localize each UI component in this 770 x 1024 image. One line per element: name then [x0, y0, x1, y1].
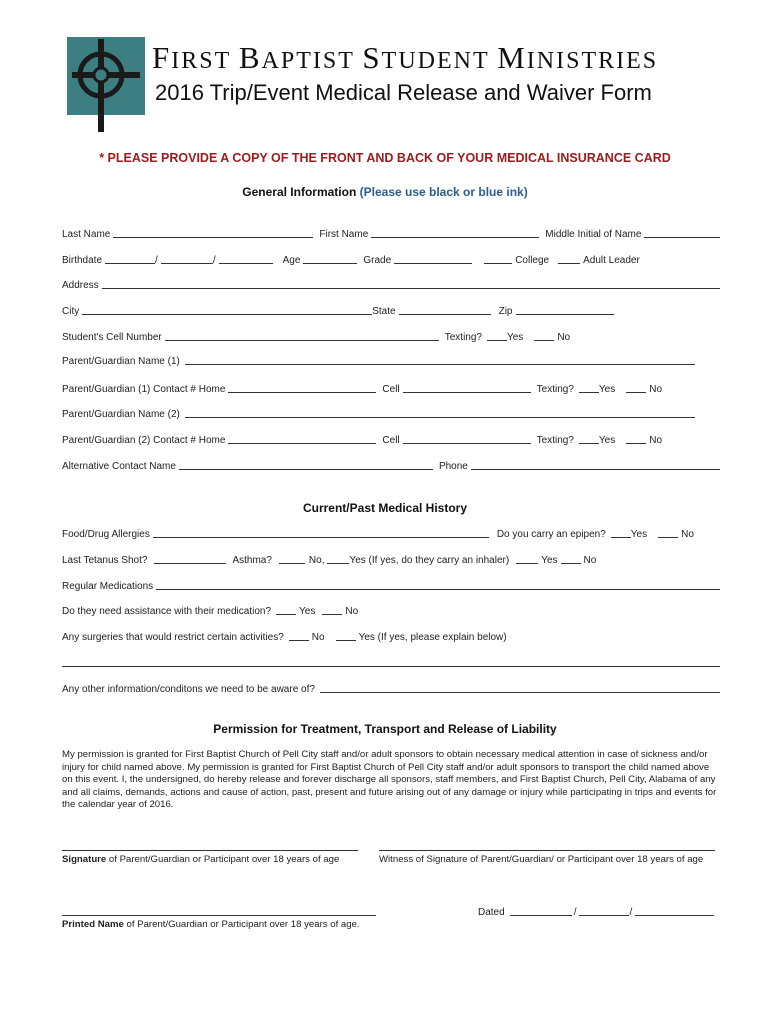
college-checkbox[interactable]	[484, 263, 512, 264]
zip-field[interactable]	[516, 314, 614, 315]
guardian1-home-label: Parent/Guardian (1) Contact # Home	[62, 384, 226, 395]
medical-history-heading: Current/Past Medical History	[302, 501, 468, 515]
birth-month-field[interactable]	[105, 263, 155, 264]
other-info-label: Any other information/conditons we need to be aware of?	[62, 684, 315, 695]
no-label: No	[649, 384, 663, 395]
guardian1-contact-row	[62, 381, 720, 395]
guardian1-cell-label: Cell	[382, 384, 400, 395]
city-row	[62, 303, 720, 317]
permission-text: My permission is granted for First Baptist Church of Pell City staff and/or adult sponsors to obtain necessary medical attention in case of sickness and/or injury for child named above. My permission is granted for First Baptist Church of Pell City staff and/or adult sponsors to transport the child named above on this event. I, the undersigned, do hereby release and forever discharge all sponsors, staff members, and First Baptist Church, Pell City, Alabama of any and all claims, demands, actions and cause of action, past, present and future arising out of any damage or injury while participating in trips and events for the calendar year of 2016.	[62, 749, 717, 811]
city-label: City	[62, 306, 80, 317]
tetanus-label: Last Tetanus Shot?	[62, 555, 148, 566]
date-separator: /	[155, 255, 158, 266]
printed-name-field[interactable]	[62, 915, 376, 916]
allergies-label: Food/Drug Allergies	[62, 529, 150, 540]
organization-name: FIRST BAPTIST STUDENT MINISTRIES	[152, 40, 659, 75]
surgeries-yes-checkbox[interactable]	[336, 640, 356, 641]
student-cell-row	[62, 329, 720, 343]
address-label: Address	[62, 280, 99, 291]
dated-row	[478, 904, 714, 918]
date-separator: /	[573, 907, 577, 918]
no-label: No	[681, 529, 694, 540]
last-name-label: Last Name	[62, 229, 111, 240]
no-label: No	[311, 632, 325, 643]
inhaler-no-checkbox[interactable]	[561, 563, 581, 564]
epipen-label: Do you carry an epipen?	[496, 529, 606, 540]
texting-yes-checkbox[interactable]	[487, 340, 507, 341]
surgeries-explain-label: Yes (If yes, please explain below)	[358, 632, 507, 643]
address-row	[62, 277, 720, 291]
asthma-no-checkbox[interactable]	[279, 563, 305, 564]
witness-caption: Witness of Signature of Parent/Guardian/ or Participant over 18 years of age	[379, 854, 704, 865]
no-label: No	[557, 332, 571, 343]
asthma-label: Asthma?	[232, 555, 272, 566]
guardian2-name-field[interactable]	[185, 417, 695, 418]
inhaler-yes-checkbox[interactable]	[516, 563, 538, 564]
guardian2-name-row	[62, 406, 720, 420]
regular-meds-label: Regular Medications	[62, 581, 154, 592]
med-assist-label: Do they need assistance with their medication?	[62, 606, 272, 617]
guardian1-name-row	[62, 353, 720, 367]
yes-label: Yes	[630, 529, 648, 540]
state-field[interactable]	[399, 314, 491, 315]
birth-year-field[interactable]	[219, 263, 273, 264]
birthdate-row	[62, 252, 720, 266]
no-label: No,	[308, 555, 325, 566]
alt-contact-field[interactable]	[179, 469, 433, 470]
surgeries-no-checkbox[interactable]	[289, 640, 309, 641]
guardian1-texting-label: Texting?	[536, 384, 574, 395]
other-info-field[interactable]	[320, 692, 720, 693]
asthma-yes-checkbox[interactable]	[327, 563, 349, 564]
guardian1-home-field[interactable]	[228, 392, 376, 393]
dated-label: Dated	[478, 907, 505, 918]
age-label: Age	[282, 255, 301, 266]
tetanus-field[interactable]	[154, 563, 226, 564]
no-label: No	[345, 606, 359, 617]
general-information-heading: General Information (Please use black or blue ink)	[242, 185, 528, 199]
regular-meds-field[interactable]	[156, 589, 720, 590]
texting-label: Texting?	[444, 332, 482, 343]
printed-name-caption: Printed Name of Parent/Guardian or Participant over 18 years of age.	[62, 919, 360, 930]
phone-field[interactable]	[471, 469, 720, 470]
adult-leader-label: Adult Leader	[583, 255, 640, 266]
yes-label: Yes	[598, 435, 616, 446]
student-cell-label: Student's Cell Number	[62, 332, 162, 343]
no-label: No	[583, 555, 597, 566]
grade-field[interactable]	[394, 263, 472, 264]
first-name-label: First Name	[319, 229, 369, 240]
guardian2-contact-row	[62, 432, 720, 446]
guardian2-texting-label: Texting?	[536, 435, 574, 446]
date-separator: /	[629, 907, 633, 918]
epipen-no-checkbox[interactable]	[658, 537, 678, 538]
guardian2-name-label: Parent/Guardian Name (2)	[62, 409, 180, 420]
guardian2-texting-yes-checkbox[interactable]	[579, 443, 599, 444]
guardian2-home-field[interactable]	[228, 443, 376, 444]
student-cell-field[interactable]	[165, 340, 439, 341]
guardian1-name-field[interactable]	[185, 364, 695, 365]
allergies-field[interactable]	[153, 537, 489, 538]
surgeries-label: Any surgeries that would restrict certain activities?	[62, 632, 284, 643]
guardian1-texting-no-checkbox[interactable]	[626, 392, 646, 393]
witness-signature-field[interactable]	[379, 850, 715, 851]
phone-label: Phone	[438, 461, 468, 472]
regular-meds-row	[62, 578, 720, 592]
surgeries-explanation-field[interactable]	[62, 666, 720, 667]
middle-initial-field[interactable]	[644, 237, 720, 238]
guardian2-home-label: Parent/Guardian (2) Contact # Home	[62, 435, 226, 446]
address-field[interactable]	[102, 288, 720, 289]
ministry-logo-icon	[67, 37, 145, 134]
college-label: College	[515, 255, 550, 266]
birthdate-label: Birthdate	[62, 255, 103, 266]
grade-label: Grade	[363, 255, 392, 266]
inhaler-label: Yes (If yes, do they carry an inhaler)	[349, 555, 510, 566]
dated-month-field[interactable]	[510, 915, 572, 916]
zip-label: Zip	[498, 306, 513, 317]
signature-field[interactable]	[62, 850, 358, 851]
no-label: No	[649, 435, 663, 446]
age-field[interactable]	[303, 263, 357, 264]
guardian1-cell-field[interactable]	[403, 392, 531, 393]
yes-label: Yes	[541, 555, 558, 566]
state-label: State	[372, 306, 396, 317]
dated-day-field[interactable]	[579, 915, 629, 916]
date-separator: /	[212, 255, 216, 266]
name-row	[62, 226, 720, 240]
guardian2-texting-no-checkbox[interactable]	[626, 443, 646, 444]
med-assist-no-checkbox[interactable]	[322, 614, 342, 615]
insurance-card-notice: * PLEASE PROVIDE A COPY OF THE FRONT AND BACK OF YOUR MEDICAL INSURANCE CARD	[99, 151, 671, 165]
surgeries-row	[62, 629, 720, 643]
yes-label: Yes	[506, 332, 524, 343]
epipen-yes-checkbox[interactable]	[611, 537, 631, 538]
alt-contact-row	[62, 458, 720, 472]
other-info-row	[62, 681, 720, 695]
signature-caption: Signature of Parent/Guardian or Participant over 18 years of age	[62, 854, 340, 865]
alt-contact-label: Alternative Contact Name	[62, 461, 176, 472]
guardian1-name-label: Parent/Guardian Name (1)	[62, 356, 180, 367]
last-name-field[interactable]	[113, 237, 313, 238]
dated-year-field[interactable]	[635, 915, 714, 916]
birth-day-field[interactable]	[161, 263, 213, 264]
yes-label: Yes	[598, 384, 616, 395]
guardian1-texting-yes-checkbox[interactable]	[579, 392, 599, 393]
city-field[interactable]	[82, 314, 372, 315]
guardian2-cell-label: Cell	[382, 435, 400, 446]
med-assist-yes-checkbox[interactable]	[276, 614, 296, 615]
adult-leader-checkbox[interactable]	[558, 263, 580, 264]
yes-label: Yes	[299, 606, 316, 617]
allergies-row	[62, 526, 720, 540]
guardian2-cell-field[interactable]	[403, 443, 531, 444]
med-assist-row	[62, 603, 720, 617]
first-name-field[interactable]	[371, 237, 539, 238]
middle-initial-label: Middle Initial of Name	[545, 229, 642, 240]
texting-no-checkbox[interactable]	[534, 340, 554, 341]
permission-heading: Permission for Treatment, Transport and Release of Liability	[213, 722, 557, 736]
tetanus-row	[62, 552, 720, 566]
form-title: 2016 Trip/Event Medical Release and Waiver Form	[155, 80, 652, 105]
